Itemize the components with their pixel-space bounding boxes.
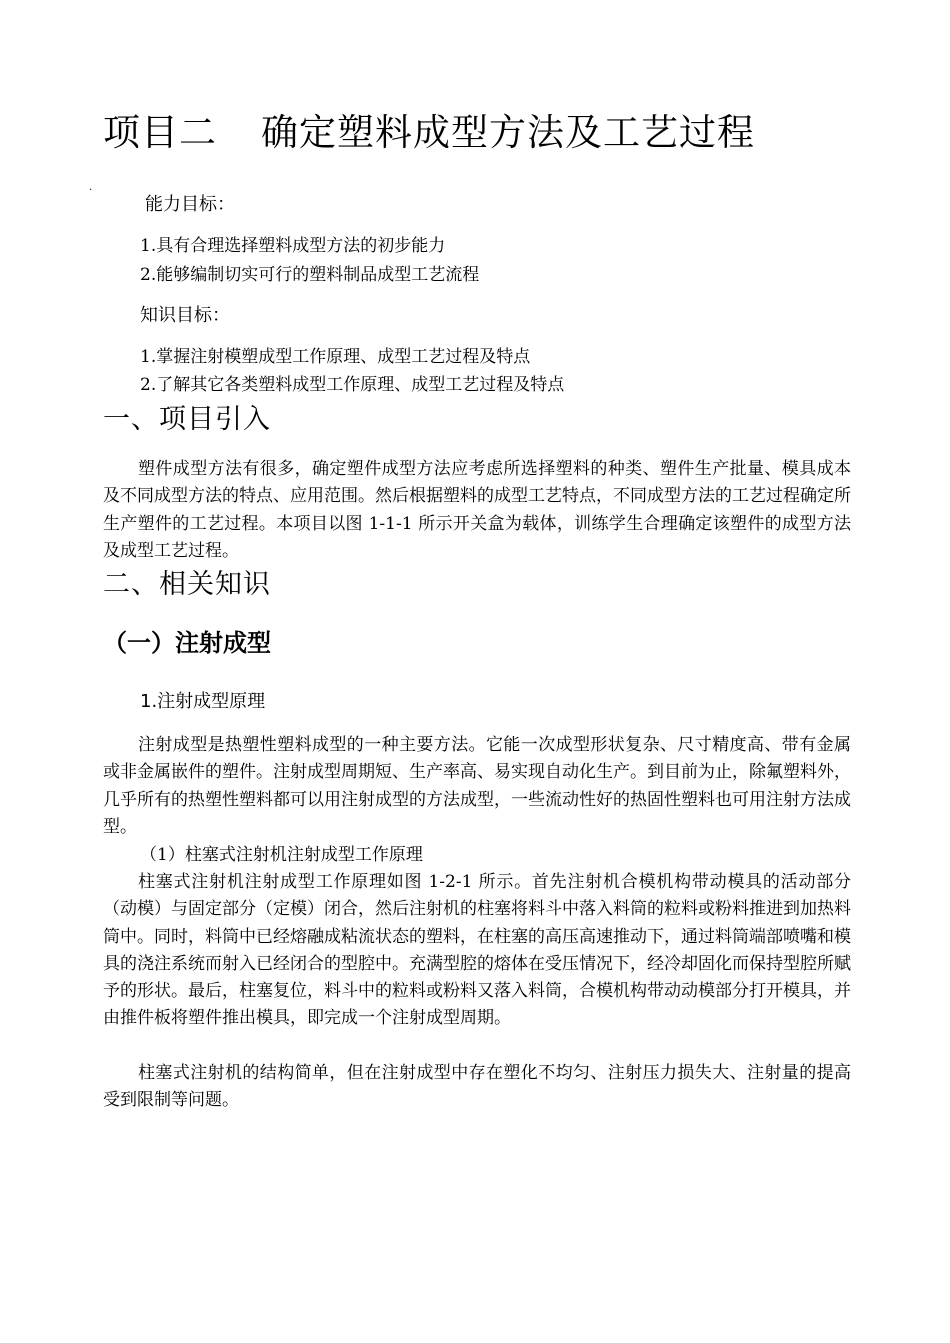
knowledge-goal-item-2: 2.了解其它各类塑料成型工作原理、成型工艺过程及特点 [140, 375, 565, 395]
ability-goal-item-2: 2.能够编制切实可行的塑料制品成型工艺流程 [140, 265, 480, 285]
page-title [103, 108, 755, 158]
knowledge-goals-label: 知识目标： [140, 305, 230, 326]
plunger-item-heading: （1）柱塞式注射机注射成型工作原理 [140, 845, 423, 865]
principle-paragraph: 注射成型是热塑性塑料成型的一种主要方法。它能一次成型形状复杂、尺寸精度高、带有金属或非金属嵌件的塑件。注射成型周期短、生产率高、易实现自动化生产。到目前为止，除氟塑料外，几乎所有的热塑性塑料都可以用注射成型的方法成型，一些流动性好的热固性塑料也可用注射方法成型。 [103, 735, 851, 837]
plunger-limitations-paragraph: 柱塞式注射机的结构简单，但在注射成型中存在塑化不均匀、注射压力损失大、注射量的提高受到限制等问题。 [103, 1063, 851, 1111]
subsubsection-heading-principle: 1.注射成型原理 [140, 691, 266, 712]
section-heading-project-intro: 一、项目引入 [103, 404, 271, 435]
project-intro-paragraph: 塑件成型方法有很多，确定塑件成型方法应考虑所选择塑料的种类、塑件生产批量、模具成本及不同成型方法的特点、应用范围。然后根据塑料的成型工艺特点，不同成型方法的工艺过程确定所生产塑件的工艺过程。本项目以图 1-1-1 所示开关盒为载体，训练学生合理确定该塑件的成型方法及成型工艺过程。 [103, 459, 851, 561]
ability-goal-item-1: 1.具有合理选择塑料成型方法的初步能力 [140, 236, 446, 256]
knowledge-goal-item-1: 1.掌握注射模塑成型工作原理、成型工艺过程及特点 [140, 347, 531, 367]
stray-marker: . [89, 182, 93, 193]
plunger-principle-paragraph: 柱塞式注射机注射成型工作原理如图 1-2-1 所示。首先注射机合模机构带动模具的活动部分（动模）与固定部分（定模）闭合，然后注射机的柱塞将料斗中落入料筒的粒料或粉料推进到加热料筒中。同时，料筒中已经熔融成粘流状态的塑料，在柱塞的高压高速推动下，通过料筒端部喷嘴和模具的浇注系统而射入已经闭合的型腔中。充满型腔的熔体在受压情况下，经冷却固化而保持型腔所赋予的形状。最后，柱塞复位，料斗中的粒料或粉料又落入料筒，合模机构带动动模部分打开模具，并由推件板将塑件推出模具，即完成一个注射成型周期。 [103, 872, 851, 1029]
section-heading-related-knowledge: 二、相关知识 [103, 569, 271, 600]
title-topic: 确定塑料成型方法及工艺过程 [261, 111, 755, 154]
subsection-heading-injection-molding: （一）注射成型 [103, 629, 271, 657]
ability-goals-label: 能力目标： [145, 194, 235, 215]
title-project: 项目二 [103, 111, 217, 154]
